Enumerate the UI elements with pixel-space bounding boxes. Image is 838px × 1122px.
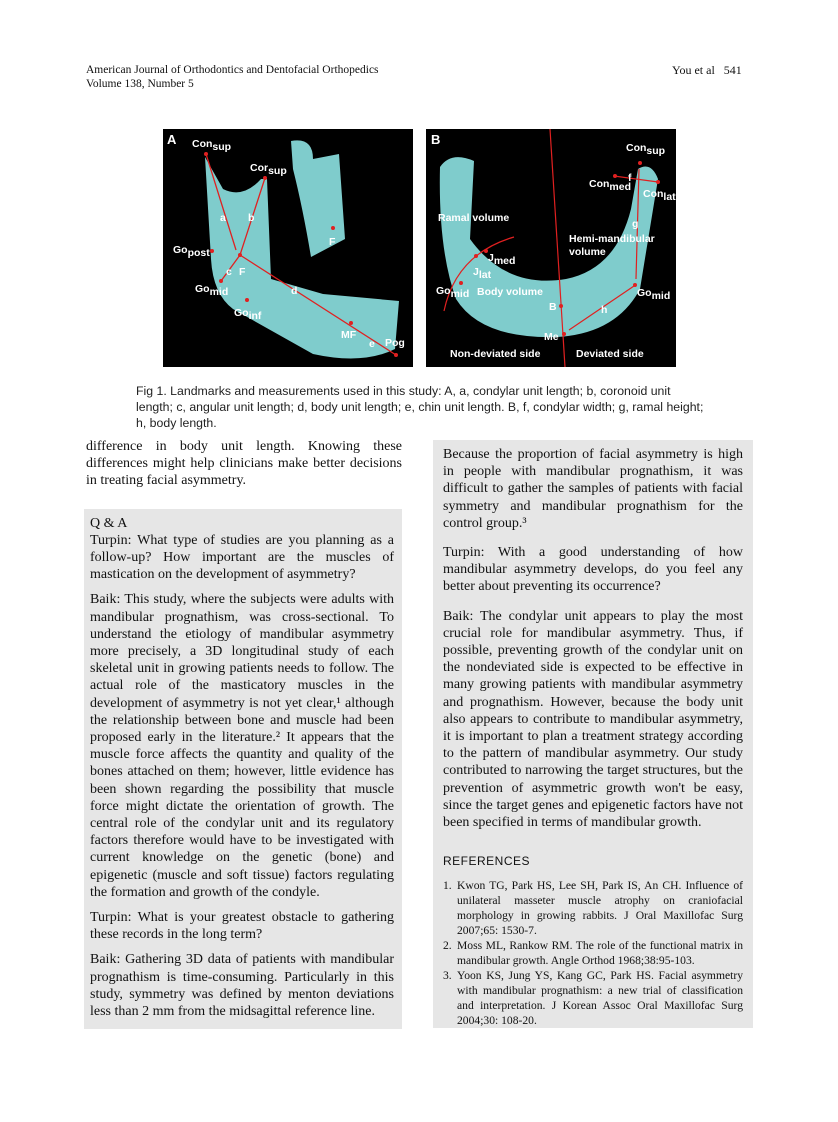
qa-paragraph: Because the proportion of facial asymmetry is high in people with mandibular prognathism, it was difficult to gather the samples of patients with facial symmetry and mandibular prognathism for the control group.³	[443, 447, 743, 531]
label-conmed: Con	[589, 178, 610, 190]
label-goinf: Go	[234, 307, 249, 319]
qa-box-left	[84, 509, 402, 1029]
panel-b-letter: B	[431, 132, 441, 147]
svg-text:Gopost	[173, 244, 210, 259]
mandible-frontal-image	[426, 129, 676, 367]
references-list	[443, 878, 743, 1028]
svg-text:Gomid	[195, 283, 228, 298]
label-hemi-mandibular: Hemi-mandibular	[569, 233, 655, 245]
reference-item	[443, 968, 743, 1028]
label-jmed-sub: med	[493, 255, 516, 267]
label-gomid-left-sub: mid	[450, 288, 470, 300]
label-b: b	[248, 212, 255, 224]
authors: You et al	[672, 63, 715, 77]
qa-paragraph: Turpin: What type of studies are you planning as a follow-up? How important are the muscles of mastication on the development of asymmetry?	[90, 532, 394, 583]
svg-text:Consup	[626, 142, 665, 157]
label-con: Con	[192, 138, 213, 150]
label-c: c	[226, 266, 232, 278]
label-gomid-sub: mid	[209, 286, 229, 298]
label-d: d	[291, 285, 298, 297]
label-jlat: J	[473, 266, 479, 278]
qa-paragraph: Turpin: What is your greatest obstacle to gathering these records in the long term?	[90, 910, 394, 943]
label-jlat-sub: lat	[478, 269, 492, 281]
label-non-deviated-side: Non-deviated side	[450, 348, 541, 360]
figure-caption: Fig 1. Landmarks and measurements used in this study: A, a, condylar unit length; b, coronoid unit length; c, angular unit length; d, body unit length; e, chin unit length. B, f, condylar width; g, ramal height; h, body length.	[136, 384, 704, 430]
label-B: B	[549, 301, 557, 313]
label-F: F	[239, 266, 246, 278]
label-conlat-sub: lat	[663, 191, 676, 203]
intro-paragraph: difference in body unit length. Knowing these differences might help clinicians make better decisions in treating facial asymmetry.	[86, 439, 402, 489]
reference-number: 1.	[443, 879, 452, 893]
label-deviated-side: Deviated side	[576, 348, 644, 360]
page-header-right	[672, 63, 742, 77]
label-h: h	[601, 304, 608, 316]
label-a: a	[220, 212, 226, 224]
label-gomid-right: Go	[637, 287, 652, 299]
label-e: e	[369, 338, 375, 350]
qa-paragraph: Baik: The condylar unit appears to play the most crucial role for mandibular asymmetry. Thus, if possible, preventing growth of the condylar unit on the nondeviated side is expected to be effective in many growing patients with mandibular asymmetry and prognathism. However, because the body unit also appears to contribute to mandibular asymmetry, it is important to plan a treatment strategy according to the pattern of mandibular asymmetry. Our study contributed to narrowing the target structures, but the prevention of asymmetric growth won't be easy, since the target genes and epigenetic factors have not been specified in terms of mandibular growth.	[443, 608, 743, 831]
label-pog: Pog	[385, 337, 405, 349]
label-g: g	[632, 218, 639, 230]
left-column	[86, 438, 402, 1029]
label-cor: Cor	[250, 162, 269, 174]
label-mf: MF	[341, 329, 357, 341]
label-gopost-sub: post	[187, 247, 210, 259]
label-jmed: J	[488, 252, 494, 264]
label-gopost: Go	[173, 244, 188, 256]
panel-a-letter: A	[167, 132, 177, 147]
figure-panel-b	[426, 129, 676, 367]
reference-item	[443, 878, 743, 938]
svg-text:Gomid	[637, 287, 670, 302]
label-consup-sub: sup	[646, 145, 666, 157]
qa-paragraph: Baik: This study, where the subjects were adults with mandibular prognathism, was cross-sectional. To understand the etiology of mandibular asymmetry more precisely, a 3D longitudinal study of each skeletal unit in growing patients needs to follow. The actual role of the masticatory muscles in the development of asymmetry is not yet clear,¹ although the relationship between bone and muscle had been proposed early in the literature.² It appears that the muscle force affects the quantity and quality of the bones attached on them; however, little evidence has been shown regarding the possibility that muscle force might dictate the orientation of growth. The central role of the condylar unit and its regulatory factors therefore would have to be investigated with current knowledge on the genetic (bone) and epigenetic (muscle and soft tissue) factors regulating the formation and growth of the condyle.	[90, 592, 394, 900]
reference-number: 2.	[443, 939, 452, 953]
svg-text:Goinf	[234, 307, 262, 322]
svg-text:Gomid	[436, 285, 469, 300]
reference-number: 3.	[443, 969, 452, 983]
label-consup: Con	[626, 142, 647, 154]
right-column	[433, 440, 753, 1028]
svg-text:Conmed	[589, 178, 631, 193]
qa-paragraph: Turpin: With a good understanding of how mandibular asymmetry develops, do you feel any better about preventing its occurrence?	[443, 545, 743, 595]
running-header	[86, 63, 379, 91]
references-heading: REFERENCES	[443, 854, 531, 869]
label-hemi-volume: volume	[569, 246, 606, 258]
label-f: f	[628, 172, 632, 184]
reference-text: Moss ML, Rankow RM. The role of the functional matrix in mandibular growth. Angle Orthod 1968;38:95-103.	[457, 939, 743, 968]
label-gomid-left: Go	[436, 285, 451, 297]
label-me: Me	[544, 331, 559, 343]
reference-item	[443, 938, 743, 968]
journal-name: American Journal of Orthodontics and Dentofacial Orthopedics	[86, 64, 379, 76]
qa-paragraph: Baik: Gathering 3D data of patients with mandibular prognathism is time-consuming. Particularly in this study, symmetry was defined by menton deviations less than 2 mm from the midsagittal reference line.	[90, 952, 394, 1020]
figure-panel-a	[163, 129, 413, 367]
label-conlat: Con	[643, 188, 664, 200]
label-conmed-sub: med	[609, 181, 632, 193]
page-number: 541	[723, 63, 742, 77]
label-body-volume: Body volume	[477, 286, 543, 298]
label-con-sub: sup	[212, 141, 232, 153]
qa-title: Q & A	[90, 515, 128, 531]
reference-text: Yoon KS, Jung YS, Kang GC, Park HS. Facial asymmetry with mandibular prognathism: a new trial of classification and interpretation. J Korean Assoc Oral Maxillofac Surg 2004;30: 108-20.	[457, 969, 743, 1028]
label-ramal-volume: Ramal volume	[438, 212, 510, 224]
label-F-inset: F	[329, 236, 336, 248]
journal-volume: Volume 138, Number 5	[86, 78, 194, 90]
label-gomid: Go	[195, 283, 210, 295]
label-goinf-sub: inf	[248, 310, 262, 322]
svg-text:Corsup	[250, 162, 287, 177]
label-cor-sub: sup	[268, 165, 287, 177]
svg-text:Consup	[192, 138, 231, 153]
mandible-lateral-image	[163, 129, 413, 367]
reference-text: Kwon TG, Park HS, Lee SH, Park IS, An CH. Influence of unilateral masseter muscle atrophy on craniofacial morphology in growing rabbits. J Oral Maxillofac Surg 2007;65: 1530-7.	[457, 879, 743, 938]
label-gomid-right-sub: mid	[651, 290, 671, 302]
